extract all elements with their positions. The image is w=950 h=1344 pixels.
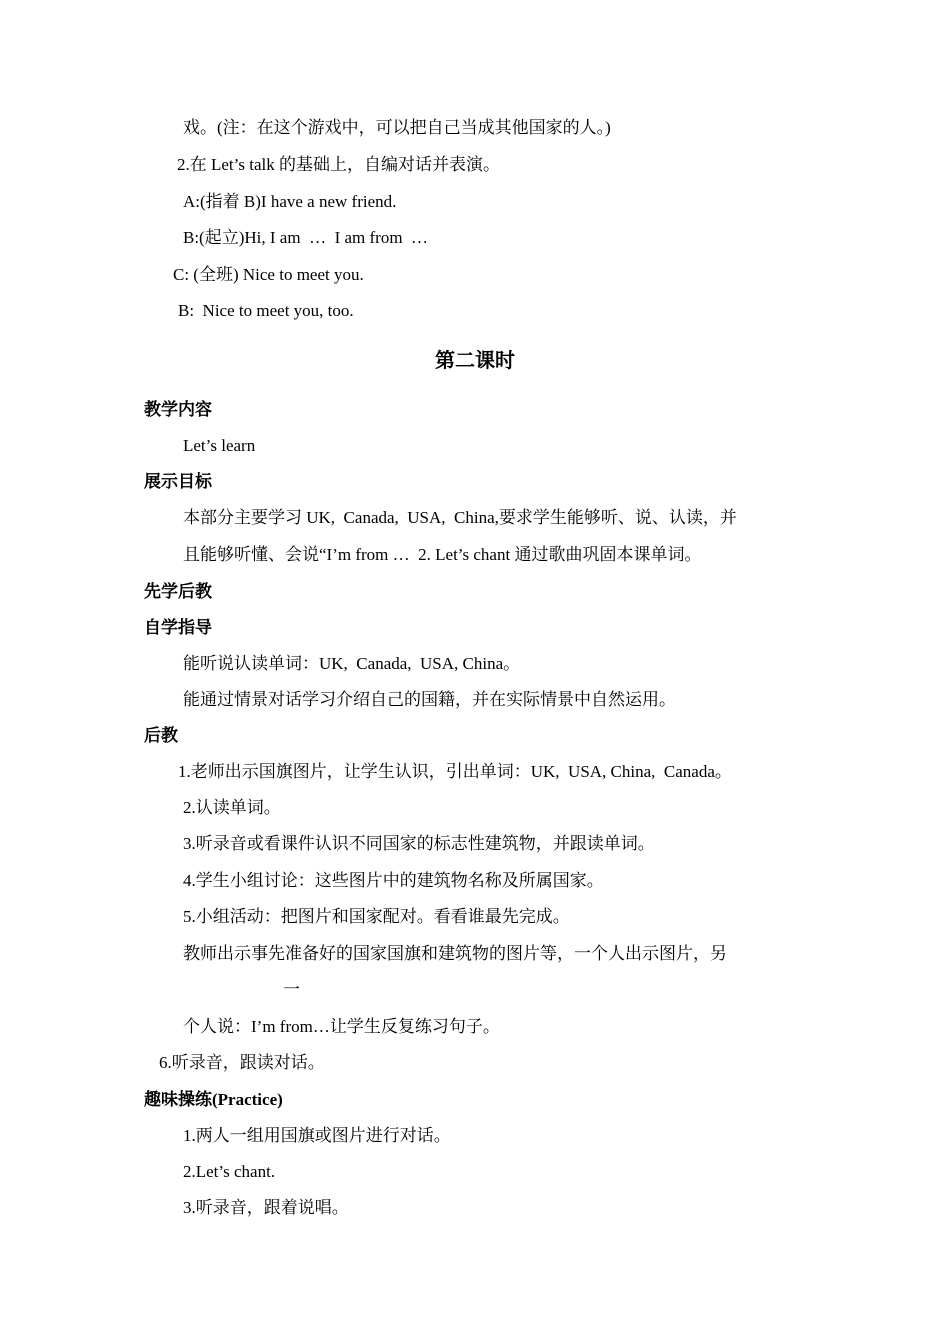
section-heading-content: 教学内容 (144, 400, 212, 419)
practice-item-2: 2.Let’s chant. (183, 1162, 276, 1181)
self-study-line-1: 能听说认读单词：UK, Canada, USA, China。 (183, 654, 521, 673)
section-heading-practice: 趣味操练(Practice) (144, 1090, 283, 1109)
section-heading-pre-teach: 先学后教 (144, 582, 212, 601)
practice-item-3: 3.听录音，跟着说唱。 (183, 1198, 349, 1217)
dialog-line-a: A:(指着 B)I have a new friend. (183, 192, 397, 211)
post-teach-step-3: 3.听录音或看课件认识不同国家的标志性建筑物，并跟读单词。 (183, 834, 655, 853)
post-teach-step-2: 2.认读单词。 (183, 798, 281, 817)
goals-line-2: 且能够听懂、会说“I’m from … 2. Let’s chant 通过歌曲巩固本课单词。 (183, 545, 702, 564)
post-teach-note-line-2: 一 (283, 980, 300, 999)
section-heading-goals: 展示目标 (144, 472, 212, 491)
post-teach-note-line-1: 教师出示事先准备好的国家国旗和建筑物的图片等，一个人出示图片，另 (183, 944, 727, 963)
post-teach-note-line-3: 个人说：I’m from…让学生反复练习句子。 (183, 1017, 500, 1036)
text-line-game-note: 戏。(注：在这个游戏中，可以把自己当成其他国家的人。) (183, 118, 611, 137)
practice-item-1: 1.两人一组用国旗或图片进行对话。 (183, 1126, 451, 1145)
lesson-title: 第二课时 (435, 350, 515, 372)
dialog-line-c: C: (全班) Nice to meet you. (173, 265, 364, 284)
post-teach-step-6: 6.听录音，跟读对话。 (159, 1053, 325, 1072)
dialog-line-b2: B: Nice to meet you, too. (178, 301, 354, 320)
dialog-line-b: B:(起立)Hi, I am … I am from … (183, 228, 429, 247)
post-teach-step-1: 1.老师出示国旗图片，让学生认识，引出单词：UK, USA, China, Canada。 (178, 762, 732, 781)
section-heading-post-teach: 后教 (144, 726, 178, 745)
post-teach-step-4: 4.学生小组讨论：这些图片中的建筑物名称及所属国家。 (183, 871, 604, 890)
post-teach-step-5: 5.小组活动：把图片和国家配对。看看谁最先完成。 (183, 907, 570, 926)
section-heading-self-study: 自学指导 (144, 618, 212, 637)
goals-line-1: 本部分主要学习 UK, Canada, USA, China,要求学生能够听、说、认读，并 (183, 508, 737, 527)
self-study-line-2: 能通过情景对话学习介绍自己的国籍，并在实际情景中自然运用。 (183, 690, 676, 709)
text-line-talk-task: 2.在 Let’s talk 的基础上，自编对话并表演。 (177, 155, 500, 174)
content-text: Let’s learn (183, 436, 256, 455)
